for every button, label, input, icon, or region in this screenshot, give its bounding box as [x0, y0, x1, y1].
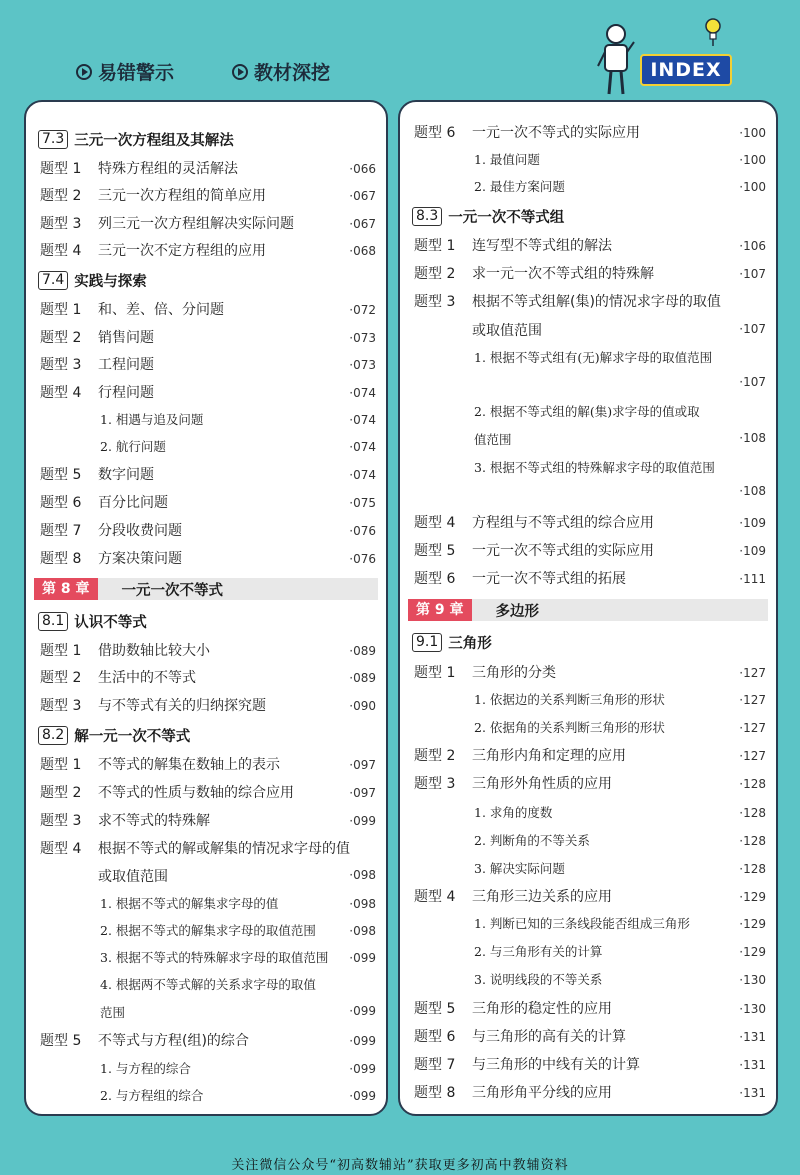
toc-entry-title: 与不等式有关的归纳探究题 [98, 698, 266, 714]
question-type-label: 题型 2 [40, 670, 82, 686]
toc-subitem[interactable] [100, 1086, 376, 1104]
toc-entry-title: 销售问题 [98, 330, 154, 346]
page-number: ·106 [739, 239, 766, 253]
page-number: ·100 [739, 126, 766, 140]
toc-entry-title: 2. 与三角形有关的计算 [474, 944, 603, 959]
toc-entry-title: 与三角形的中线有关的计算 [472, 1057, 640, 1073]
play-icon [232, 64, 248, 80]
toc-entry-title: 1. 求角的度数 [474, 805, 553, 820]
page-number: ·109 [739, 516, 766, 530]
toc-row[interactable] [414, 540, 766, 560]
toc-subitem[interactable] [100, 410, 376, 428]
question-type-label: 题型 3 [414, 294, 456, 310]
toc-entry-title: 特殊方程组的灵活解法 [98, 161, 238, 177]
textbook-deep-dive-button[interactable]: 教材深挖 [232, 58, 330, 85]
question-type-label: 题型 8 [40, 551, 82, 567]
page-number: ·068 [349, 244, 376, 258]
question-type-label: 题型 2 [40, 330, 82, 346]
index-badge: INDEX [640, 54, 732, 86]
toc-subitem[interactable] [100, 975, 376, 993]
question-type-label: 题型 1 [40, 161, 82, 177]
toc-row[interactable] [414, 122, 766, 142]
mascot-figure-icon [596, 22, 636, 96]
toc-entry-title: 三角形的稳定性的应用 [472, 1001, 612, 1017]
page-number: ·127 [739, 693, 766, 707]
question-type-label: 题型 1 [414, 665, 456, 681]
toc-entry-title: 借助数轴比较大小 [98, 643, 210, 659]
toc-entry-title: 三角形外角性质的应用 [472, 776, 612, 792]
toc-entry-title: 求不等式的特殊解 [98, 813, 210, 829]
toc-entry-title: 方程组与不等式组的综合应用 [472, 515, 654, 531]
toc-subitem[interactable] [100, 894, 376, 912]
question-type-label: 题型 5 [40, 467, 82, 483]
toc-entry-title: 列三元一次方程组解决实际问题 [98, 216, 294, 232]
toc-row[interactable] [40, 299, 376, 319]
toc-entry-title: 三元一次不定方程组的应用 [98, 243, 266, 259]
toc-row[interactable] [40, 464, 376, 484]
question-type-label: 题型 1 [40, 643, 82, 659]
section-8-2-heading[interactable]: 8.2 解一元一次不等式 [38, 725, 190, 746]
toc-row[interactable] [414, 568, 766, 588]
question-type-label: 题型 4 [40, 841, 82, 857]
toc-subitem[interactable] [474, 970, 766, 988]
toc-row[interactable] [414, 773, 766, 793]
question-type-label: 题型 5 [414, 1001, 456, 1017]
page-number: ·074 [349, 440, 376, 454]
page-number: ·099 [349, 814, 376, 828]
toc-subitem[interactable] [474, 803, 766, 821]
question-type-label: 题型 1 [40, 302, 82, 318]
toc-entry-title: 1. 根据不等式组有(无)解求字母的取值范围 [474, 350, 713, 365]
toc-row[interactable] [414, 235, 766, 255]
page-number: ·098 [349, 924, 376, 938]
page-number: ·128 [739, 862, 766, 876]
question-type-label: 题型 4 [414, 515, 456, 531]
toc-row[interactable] [414, 998, 766, 1018]
page-number: ·100 [739, 180, 766, 194]
page-number: ·090 [349, 699, 376, 713]
toc-entry-title: 根据不等式组解(集)的情况求字母的取值 [472, 294, 721, 310]
toc-entry-title: 3. 根据不等式的特殊解求字母的取值范围 [100, 950, 329, 965]
toc-subitem[interactable] [474, 831, 766, 849]
toc-subitem-continuation[interactable]: 范围 [100, 1005, 126, 1020]
toc-entry-title: 2. 判断角的不等关系 [474, 833, 590, 848]
toc-entry-title: 1. 判断已知的三条线段能否组成三角形 [474, 916, 690, 931]
toc-entry-title: 与三角形的高有关的计算 [472, 1029, 626, 1045]
toc-entry-title: 行程问题 [98, 385, 154, 401]
toc-row[interactable] [40, 810, 376, 830]
toc-row[interactable] [40, 240, 376, 260]
toc-entry-title: 2. 依据角的关系判断三角形的形状 [474, 720, 665, 735]
toc-subitem[interactable] [474, 942, 766, 960]
toc-entry-title: 2. 与方程组的综合 [100, 1088, 204, 1103]
page-number: ·075 [349, 496, 376, 510]
toc-entry-title: 一元一次不等式的实际应用 [472, 125, 640, 141]
chapter-9-heading[interactable]: 第 9 章 多边形 [408, 599, 768, 621]
toc-row[interactable] [414, 662, 766, 682]
question-type-label: 题型 3 [40, 357, 82, 373]
question-type-label: 题型 1 [40, 757, 82, 773]
page-number: ·128 [739, 806, 766, 820]
toc-row[interactable] [414, 1026, 766, 1046]
toc-entry-title: 三角形内角和定理的应用 [472, 748, 626, 764]
page-number: ·111 [739, 572, 766, 586]
toc-row[interactable] [40, 667, 376, 687]
toc-row[interactable] [414, 263, 766, 283]
toc-row[interactable] [40, 158, 376, 178]
page-number: ·131 [739, 1058, 766, 1072]
page-number: ·073 [349, 331, 376, 345]
toc-entry-title: 百分比问题 [98, 495, 168, 511]
toc-right-panel [398, 100, 778, 1116]
page-number: ·108 [739, 484, 766, 498]
toc-row[interactable] [40, 492, 376, 512]
toc-row[interactable] [414, 745, 766, 765]
toc-subitem[interactable] [474, 718, 766, 736]
toc-entry-title: 根据不等式的解或解集的情况求字母的值 [98, 841, 350, 857]
toc-entry-title: 数字问题 [98, 467, 154, 483]
toc-entry-title: 三角形的分类 [472, 665, 556, 681]
toc-entry-title: 分段收费问题 [98, 523, 182, 539]
toc-entry-title: 3. 根据不等式组的特殊解求字母的取值范围 [474, 460, 715, 475]
toc-entry-title: 工程问题 [98, 357, 154, 373]
toc-entry-title: 3. 解决实际问题 [474, 861, 565, 876]
toc-entry-title: 三元一次方程组的简单应用 [98, 188, 266, 204]
question-type-label: 题型 3 [40, 698, 82, 714]
page-number: ·067 [349, 217, 376, 231]
toc-subitem[interactable] [474, 177, 766, 195]
toc-row[interactable] [40, 520, 376, 540]
toc-row[interactable] [414, 291, 766, 311]
page-number: ·127 [739, 721, 766, 735]
toc-row[interactable] [40, 838, 376, 858]
page-number: ·098 [349, 868, 376, 882]
play-icon [76, 64, 92, 80]
toc-subitem[interactable] [474, 859, 766, 877]
toc-entry-title: 4. 根据两不等式解的关系求字母的取值 [100, 977, 316, 992]
toc-subitem[interactable] [474, 458, 766, 476]
question-type-label: 题型 1 [414, 238, 456, 254]
question-type-label: 题型 5 [414, 543, 456, 559]
toc-entry-title: 2. 根据不等式的解集求字母的取值范围 [100, 923, 316, 938]
toc-entry-title: 1. 相遇与追及问题 [100, 412, 204, 427]
toc-subitem[interactable] [474, 348, 766, 366]
question-type-label: 题型 7 [414, 1057, 456, 1073]
section-7-4-heading[interactable]: 7.4 实践与探索 [38, 270, 147, 291]
question-type-label: 题型 2 [414, 748, 456, 764]
toc-subitem[interactable] [100, 1059, 376, 1077]
page-number: ·067 [349, 189, 376, 203]
toc-subitem[interactable] [100, 437, 376, 455]
toc-entry-title: 1. 最值问题 [474, 152, 540, 167]
question-type-label: 题型 3 [414, 776, 456, 792]
question-type-label: 题型 2 [40, 785, 82, 801]
question-type-label: 题型 2 [414, 266, 456, 282]
page-number: ·076 [349, 552, 376, 566]
page-number: ·073 [349, 358, 376, 372]
toc-subitem[interactable] [474, 914, 766, 932]
toc-row[interactable] [40, 640, 376, 660]
toc-subitem[interactable] [474, 402, 766, 420]
toc-row[interactable] [414, 512, 766, 532]
page-number: ·074 [349, 413, 376, 427]
toc-entry-title: 3. 说明线段的不等关系 [474, 972, 603, 987]
question-type-label: 题型 6 [40, 495, 82, 511]
toc-entry-title: 生活中的不等式 [98, 670, 196, 686]
toc-entry-title: 2. 航行问题 [100, 439, 166, 454]
header-bar [0, 0, 800, 100]
page-number: ·108 [739, 431, 766, 445]
page-number: ·089 [349, 671, 376, 685]
toc-entry-title: 和、差、倍、分问题 [98, 302, 224, 318]
page-number: ·099 [349, 1034, 376, 1048]
toc-entry-title: 不等式的性质与数轴的综合应用 [98, 785, 294, 801]
page-number: ·131 [739, 1086, 766, 1100]
page-number: ·109 [739, 544, 766, 558]
question-type-label: 题型 6 [414, 125, 456, 141]
chapter-8-heading[interactable]: 第 8 章 一元一次不等式 [34, 578, 378, 600]
page-number: ·128 [739, 834, 766, 848]
page-number: ·099 [349, 1004, 376, 1018]
toc-subitem-continuation[interactable]: 值范围 [474, 432, 512, 447]
toc-entry-title: 方案决策问题 [98, 551, 182, 567]
toc-entry-title: 1. 依据边的关系判断三角形的形状 [474, 692, 665, 707]
toc-row[interactable] [40, 185, 376, 205]
toc-entry-title: 1. 与方程的综合 [100, 1061, 191, 1076]
section-8-3-heading[interactable]: 8.3 一元一次不等式组 [412, 206, 564, 227]
page-number: ·107 [739, 375, 766, 389]
toc-entry-title: 连写型不等式组的解法 [472, 238, 612, 254]
page-number: ·107 [739, 267, 766, 281]
page-number: ·089 [349, 644, 376, 658]
question-type-label: 题型 5 [40, 1033, 82, 1049]
question-type-label: 题型 4 [40, 243, 82, 259]
question-type-label: 题型 6 [414, 1029, 456, 1045]
page-number: ·098 [349, 897, 376, 911]
light-bulb-icon [703, 16, 723, 46]
page-number: ·127 [739, 666, 766, 680]
toc-row[interactable] [40, 782, 376, 802]
page-number: ·107 [739, 322, 766, 336]
page-number: ·129 [739, 890, 766, 904]
section-8-1-heading[interactable]: 8.1 认识不等式 [38, 611, 147, 632]
page-number: ·100 [739, 153, 766, 167]
page-number: ·099 [349, 951, 376, 965]
toc-row[interactable] [40, 354, 376, 374]
page-number: ·097 [349, 758, 376, 772]
page-number: ·099 [349, 1089, 376, 1103]
toc-row[interactable] [40, 695, 376, 715]
toc-subitem[interactable] [100, 921, 376, 939]
page-number: ·076 [349, 524, 376, 538]
toc-row[interactable] [40, 1030, 376, 1050]
toc-entry-title: 三角形三边关系的应用 [472, 889, 612, 905]
toc-entry-title: 求一元一次不等式组的特殊解 [472, 266, 654, 282]
question-type-label: 题型 7 [40, 523, 82, 539]
toc-row-continuation[interactable]: 或取值范围 [98, 869, 168, 885]
toc-row[interactable] [414, 1082, 766, 1102]
toc-entry-title: 三角形角平分线的应用 [472, 1085, 612, 1101]
page-number: ·066 [349, 162, 376, 176]
toc-row[interactable] [40, 548, 376, 568]
toc-row-continuation[interactable]: 或取值范围 [472, 323, 542, 339]
toc-entry-title: 一元一次不等式组的拓展 [472, 571, 626, 587]
page-number: ·074 [349, 468, 376, 482]
toc-entry-title: 2. 根据不等式组的解(集)求字母的值或取 [474, 404, 700, 419]
page-number: ·127 [739, 749, 766, 763]
toc-entry-title: 不等式的解集在数轴上的表示 [98, 757, 280, 773]
toc-subitem[interactable] [474, 690, 766, 708]
page-number: ·129 [739, 917, 766, 931]
toc-entry-title: 1. 根据不等式的解集求字母的值 [100, 896, 279, 911]
question-type-label: 题型 3 [40, 216, 82, 232]
toc-left-panel [24, 100, 388, 1116]
error-warning-button[interactable]: 易错警示 [76, 58, 174, 85]
question-type-label: 题型 6 [414, 571, 456, 587]
toc-subitem[interactable] [474, 150, 766, 168]
toc-row[interactable] [40, 213, 376, 233]
toc-entry-title: 2. 最佳方案问题 [474, 179, 565, 194]
page-number: ·130 [739, 973, 766, 987]
page-number: ·129 [739, 945, 766, 959]
question-type-label: 题型 2 [40, 188, 82, 204]
toc-row[interactable] [414, 886, 766, 906]
page-number: ·074 [349, 386, 376, 400]
toc-subitem[interactable] [100, 948, 376, 966]
toc-row[interactable] [40, 754, 376, 774]
question-type-label: 题型 8 [414, 1085, 456, 1101]
page-number: ·097 [349, 786, 376, 800]
question-type-label: 题型 4 [40, 385, 82, 401]
section-7-3-heading[interactable]: 7.3 三元一次方程组及其解法 [38, 129, 234, 150]
toc-row[interactable] [40, 327, 376, 347]
toc-entry-title: 一元一次不等式组的实际应用 [472, 543, 654, 559]
page-number: ·131 [739, 1030, 766, 1044]
page-number: ·128 [739, 777, 766, 791]
toc-entry-title: 不等式与方程(组)的综合 [98, 1033, 249, 1049]
page-number: ·072 [349, 303, 376, 317]
footer-note: 关注微信公众号“初高数辅站”获取更多初高中教辅资料 [231, 1158, 569, 1173]
page-number: ·130 [739, 1002, 766, 1016]
page-number: ·099 [349, 1062, 376, 1076]
question-type-label: 题型 3 [40, 813, 82, 829]
toc-row[interactable] [40, 382, 376, 402]
question-type-label: 题型 4 [414, 889, 456, 905]
section-9-1-heading[interactable]: 9.1 三角形 [412, 632, 492, 653]
toc-row[interactable] [414, 1054, 766, 1074]
